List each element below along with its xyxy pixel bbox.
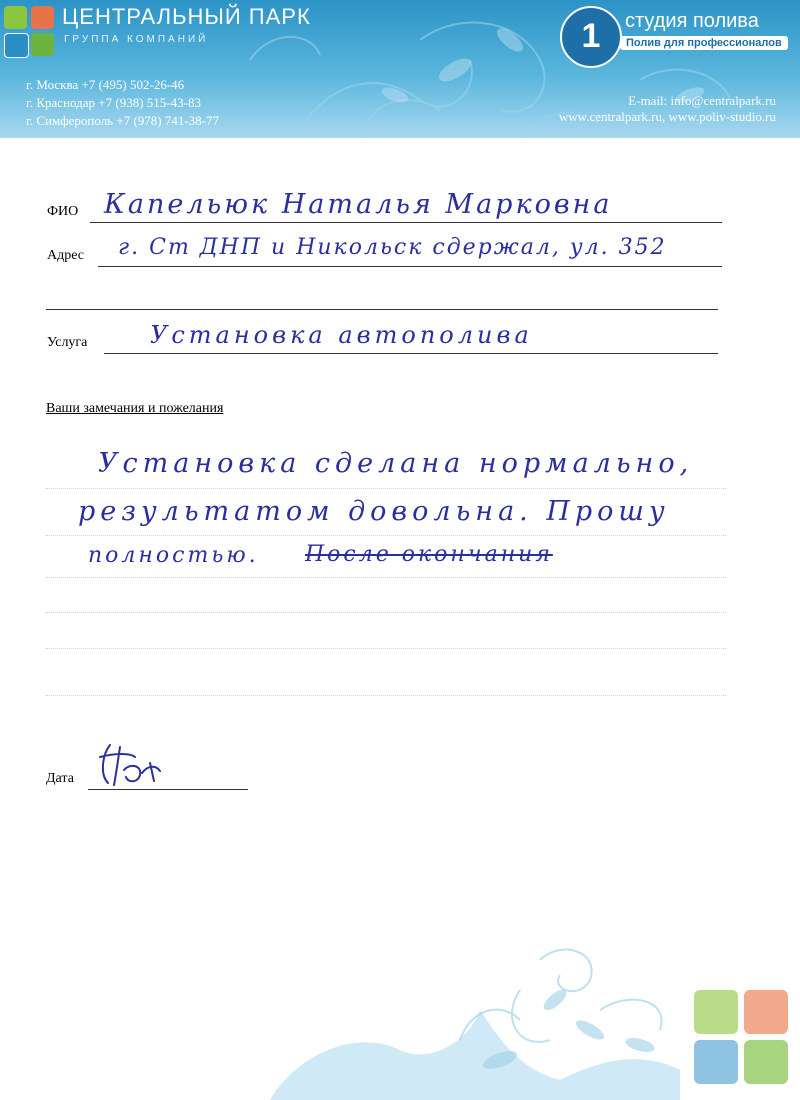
fio-label: ФИО: [47, 204, 79, 219]
comments-strikethrough: После окончания: [305, 542, 553, 567]
studio-tagline: Полив для профессионалов: [620, 36, 788, 50]
email-text: E-mail: info@centralpark.ru: [628, 93, 776, 108]
comments-line-3: полностью.: [88, 543, 259, 568]
address-line-2: [46, 309, 718, 310]
leaf-tile-icon: [744, 990, 788, 1034]
leaf-tile-icon: [744, 1040, 788, 1084]
comment-guide-line: [46, 535, 726, 536]
phone-simferopol: г. Симферополь +7 (978) 741-38-77: [26, 113, 220, 128]
service-label: Услуга: [47, 335, 88, 350]
leaf-tile-icon: [694, 1040, 738, 1084]
phone-krasnodar: г. Краснодар +7 (938) 515-43-83: [26, 95, 201, 110]
leaf-tile-icon: [31, 6, 54, 29]
studio-logo-icon: 1: [560, 6, 622, 68]
address-label: Адрес: [47, 248, 85, 263]
comments-line-1: Установка сделана нормально,: [98, 448, 694, 479]
comment-guide-line: [46, 648, 726, 649]
comments-line-2: результатом довольна. Прошу: [78, 496, 670, 527]
fio-handwritten: Капельюк Наталья Марковна: [104, 189, 613, 220]
decorative-footer-pattern: [0, 930, 800, 1100]
leaf-tile-icon: [4, 6, 27, 29]
comment-guide-line: [46, 612, 726, 613]
company-logo-tiles: [4, 6, 56, 58]
comment-guide-line: [46, 577, 726, 578]
leaf-tile-icon: [4, 33, 29, 58]
service-handwritten: Установка автополива: [150, 321, 533, 349]
phone-moscow: г. Москва +7 (495) 502-26-46: [26, 77, 185, 92]
fio-line: [90, 222, 722, 223]
date-label: Дата: [46, 771, 74, 786]
date-signature: [90, 735, 170, 790]
comments-title: Ваши замечания и пожелания: [46, 401, 224, 416]
comment-guide-line: [46, 695, 726, 696]
websites-text: www.centralpark.ru, www.poliv-studio.ru: [558, 109, 776, 124]
address-handwritten: г. Ст ДНП и Никольск сдержал, ул. 352: [118, 235, 667, 260]
address-line: [98, 266, 722, 267]
company-name: ЦЕНТРАЛЬНЫЙ ПАРК: [62, 4, 311, 29]
phone-list: [26, 76, 219, 130]
company-subtitle: ГРУППА КОМПАНИЙ: [64, 34, 209, 45]
service-line: [104, 353, 718, 354]
letterhead-header: [0, 0, 800, 138]
footer-logo-tiles: [694, 990, 790, 1086]
leaf-tile-icon: [694, 990, 738, 1034]
comment-guide-line: [46, 488, 726, 489]
contact-web: [559, 93, 776, 125]
studio-name: студия полива: [625, 10, 759, 32]
leaf-tile-icon: [31, 33, 54, 56]
